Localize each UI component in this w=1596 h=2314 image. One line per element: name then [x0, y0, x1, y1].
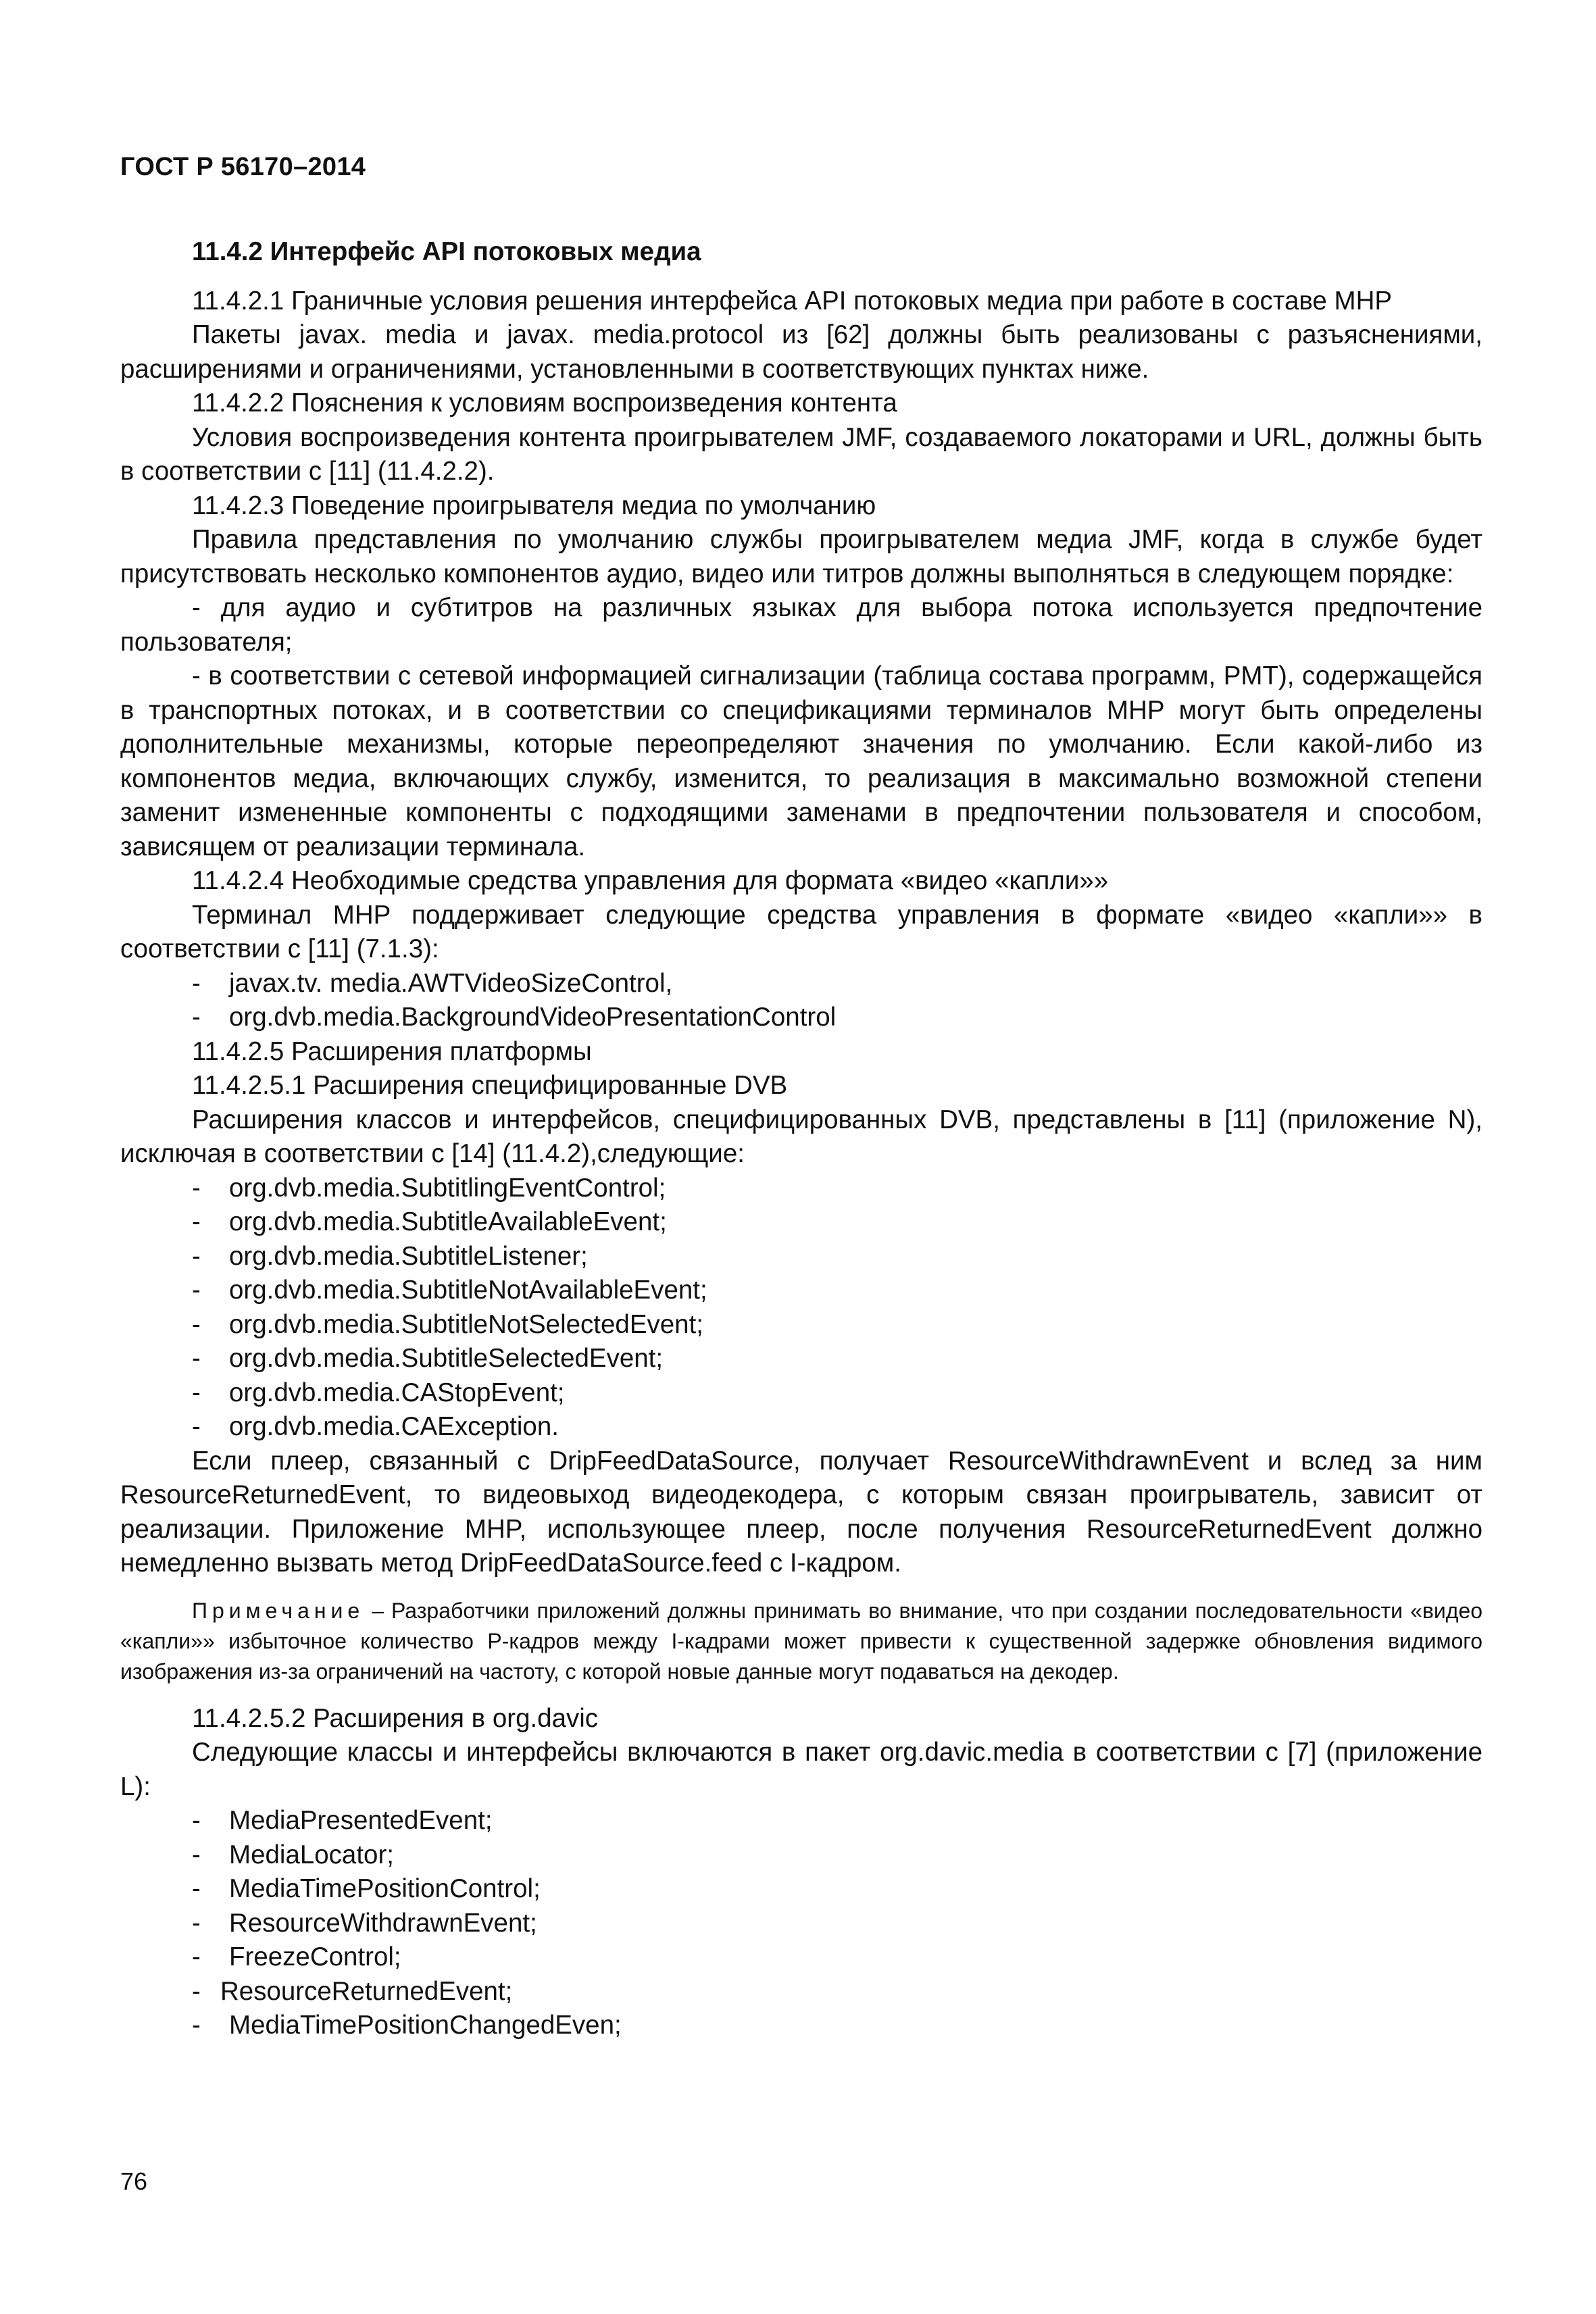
- subsection-heading: 11.4.2.5 Расширения платформы: [192, 1036, 592, 1066]
- list-item: - org.dvb.media.CAStopEvent;: [192, 1378, 565, 1407]
- list-item: - FreezeControl;: [192, 1942, 401, 1971]
- list-item: - MediaTimePositionChangedEven;: [192, 2011, 622, 2040]
- paragraph: Если плеер, связанный с DripFeedDataSource, получает ResourceWithdrawnEvent и вслед за ним ResourceReturnedEvent, то видеовыход видеодекодера, с которым связан проигрыватель, зависит от реализации. Приложение MHP, использующее плеер, после получения ResourceReturnedEvent должно немедленно вызвать метод DripFeedDataSource.feed с I-кадром.: [120, 1446, 1482, 1578]
- document-header: ГОСТ Р 56170–2014: [120, 153, 366, 181]
- page-number: 76: [120, 2167, 148, 2195]
- note: [120, 1596, 1482, 1687]
- list-item: - org.dvb.media.SubtitleNotSelectedEvent;: [192, 1309, 703, 1339]
- document-body: [120, 235, 1482, 2043]
- paragraph: Терминал MHP поддерживает следующие средства управления в формате «видео «капли»» в соответствии с [11] (7.1.3):: [120, 900, 1482, 963]
- paragraph: 11.4.2.1 Граничные условия решения интерфейса API потоковых медиа при работе в составе MHP: [192, 286, 1393, 316]
- paragraph: Следующие классы и интерфейсы включаются в пакет org.davic.media в соответствии с [7] (приложение L):: [120, 1738, 1482, 1801]
- subsection-heading: 11.4.2.5.2 Расширения в org.davic: [192, 1703, 599, 1733]
- subsection-heading: 11.4.2.2 Пояснения к условиям воспроизведения контента: [192, 388, 897, 418]
- list-item: - MediaLocator;: [192, 1840, 394, 1869]
- list-item: - org.dvb.media.SubtitleSelectedEvent;: [192, 1344, 664, 1373]
- section-heading: 11.4.2 Интерфейс API потоковых медиа: [192, 237, 701, 266]
- paragraph: - для аудио и субтитров на различных языках для выбора потока используется предпочтение пользователя;: [120, 593, 1482, 657]
- paragraph: - в соответствии с сетевой информацией сигнализации (таблица состава программ, PMT), содержащейся в транспортных потоках, и в соответствии со спецификациями терминалов MHP могут быть определены дополнительные механизмы, которые переопределяют значения по умолчанию. Если какой-либо из компонентов медиа, включающих службу, изменится, то реализация в максимально возможной степени заменит измененные компоненты с подходящими заменами в предпочтении пользователя и способом, зависящем от реализации терминала.: [120, 661, 1482, 861]
- list-item: - org.dvb.media.SubtitleNotAvailableEvent;: [192, 1276, 707, 1305]
- paragraph: Пакеты javax. media и javax. media.protocol из [62] должны быть реализованы с разъяснениями, расширениями и ограничениями, установленными в соответствующих пунктах ниже.: [120, 320, 1482, 384]
- list-item: - org.dvb.media.SubtitleListener;: [192, 1241, 588, 1271]
- list-item: - ResourceWithdrawnEvent;: [192, 1908, 537, 1938]
- subsection-heading: 11.4.2.4 Необходимые средства управления для формата «видео «капли»»: [192, 866, 1109, 895]
- list-item: - org.dvb.media.SubtitlingEventControl;: [192, 1173, 666, 1203]
- list-item: - org.dvb.media.CAException.: [192, 1412, 559, 1441]
- list-item: - ResourceReturnedEvent;: [192, 1976, 513, 2006]
- list-item: - javax.tv. media.AWTVideoSizeControl,: [192, 968, 673, 998]
- note-text: – Разработчики приложений должны принимать во внимание, что при создании последовательности «видео «капли»» избыточное количество P-кадров между I-кадрами может привести к существенной задержке обновления видимого изображения из-за ограничений на частоту, с которой новые данные могут подаваться на декодер.: [120, 1598, 1482, 1684]
- subsection-heading: 11.4.2.3 Поведение проигрывателя медиа по умолчанию: [192, 491, 876, 520]
- list-item: - MediaPresentedEvent;: [192, 1806, 493, 1835]
- paragraph: Расширения классов и интерфейсов, специфицированных DVB, представлены в [11] (приложение N), исключая в соответствии с [14] (11.4.2),следующие:: [120, 1105, 1482, 1168]
- subsection-heading: 11.4.2.5.1 Расширения специфицированные DVB: [192, 1071, 788, 1100]
- paragraph: Правила представления по умолчанию службы проигрывателем медиа JMF, когда в службе будет присутствовать несколько компонентов аудио, видео или титров должны выполняться в следующем порядке:: [120, 525, 1482, 588]
- paragraph: Условия воспроизведения контента проигрывателем JMF, создаваемого локаторами и URL, должны быть в соответствии с [11] (11.4.2.2).: [120, 422, 1482, 486]
- list-item: - MediaTimePositionControl;: [192, 1874, 541, 1903]
- list-item: - org.dvb.media.SubtitleAvailableEvent;: [192, 1207, 667, 1236]
- note-label: Примечание: [192, 1598, 365, 1623]
- list-item: - org.dvb.media.BackgroundVideoPresentationControl: [192, 1003, 837, 1032]
